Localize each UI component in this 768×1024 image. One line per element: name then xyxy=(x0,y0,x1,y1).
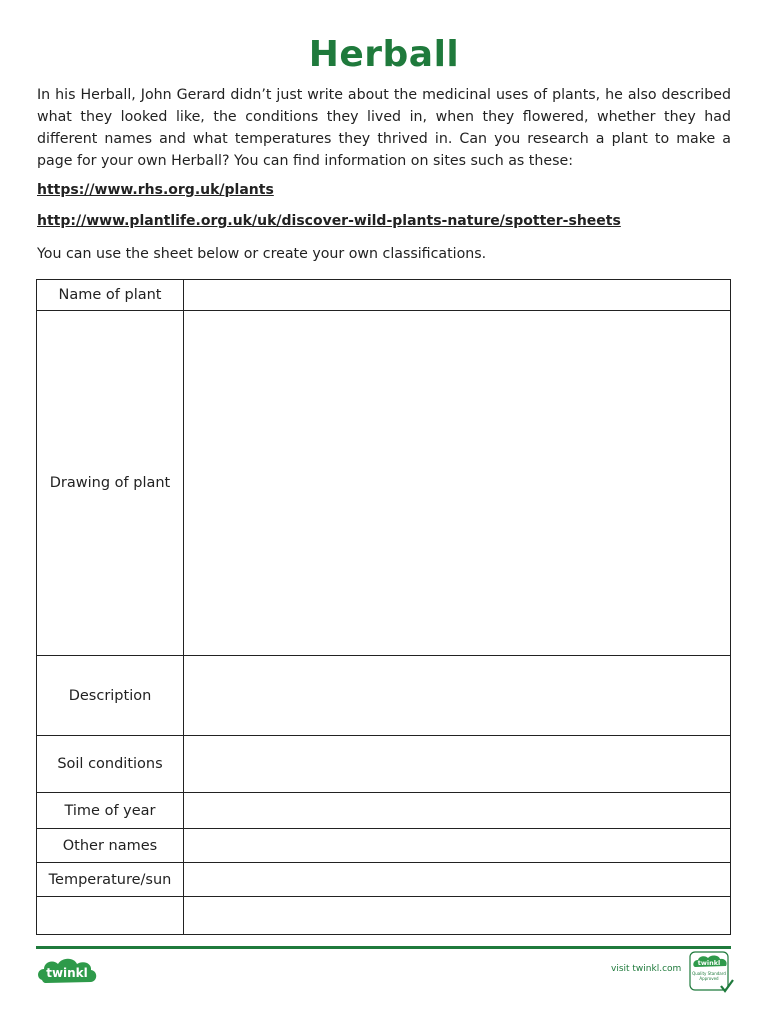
twinkl-logo-icon xyxy=(36,954,98,988)
logo-wordmark: twinkl xyxy=(46,966,88,980)
name-of-plant-field[interactable] xyxy=(184,280,731,311)
row-label-soil-conditions: Soil conditions xyxy=(37,736,184,793)
row-label-drawing-of-plant: Drawing of plant xyxy=(37,311,184,656)
row-label-extra[interactable] xyxy=(37,897,184,935)
table-row-description xyxy=(37,656,731,736)
row-label-temperature-sun: Temperature/sun xyxy=(37,863,184,897)
soil-conditions-field[interactable] xyxy=(184,736,731,793)
row-label-time-of-year: Time of year xyxy=(37,793,184,829)
table-row-soil xyxy=(37,736,731,793)
table-row-drawing xyxy=(37,311,731,656)
plantlife-spotter-sheets-link[interactable]: http://www.plantlife.org.uk/uk/discover-wild-plants-nature/spotter-sheets xyxy=(37,213,621,229)
herball-sheet-table xyxy=(36,279,731,935)
other-names-field[interactable] xyxy=(184,829,731,863)
row-label-name-of-plant: Name of plant xyxy=(37,280,184,311)
visit-twinkl-text: visit twinkl.com xyxy=(611,964,682,974)
table-row-time xyxy=(37,793,731,829)
table-row-extra xyxy=(37,897,731,935)
description-field[interactable] xyxy=(184,656,731,736)
quality-standard-badge-icon xyxy=(688,950,734,994)
table-row-temperature xyxy=(37,863,731,897)
extra-field[interactable] xyxy=(184,897,731,935)
table-row-name xyxy=(37,280,731,311)
row-label-description: Description xyxy=(37,656,184,736)
table-row-other-names xyxy=(37,829,731,863)
sheet-instructions: You can use the sheet below or create your own classifications. xyxy=(37,246,487,262)
rhs-plants-link[interactable]: https://www.rhs.org.uk/plants xyxy=(37,182,274,198)
row-label-other-names: Other names xyxy=(37,829,184,863)
badge-approval-text: Quality Standard Approved xyxy=(692,971,726,981)
temperature-sun-field[interactable] xyxy=(184,863,731,897)
time-of-year-field[interactable] xyxy=(184,793,731,829)
footer-divider xyxy=(36,946,731,949)
intro-paragraph: In his Herball, John Gerard didn’t just write about the medicinal uses of plants, he also described what they looked like, the conditions they lived in, when they flowered, whether they had different names and what temperatures they thrived in. Can you research a plant to make a page for your own Herball? You can find information on sites such as these: xyxy=(37,87,731,169)
badge-logo-text: twinkl xyxy=(697,959,721,967)
page-title: Herball xyxy=(308,34,460,75)
drawing-of-plant-field[interactable] xyxy=(184,311,731,656)
